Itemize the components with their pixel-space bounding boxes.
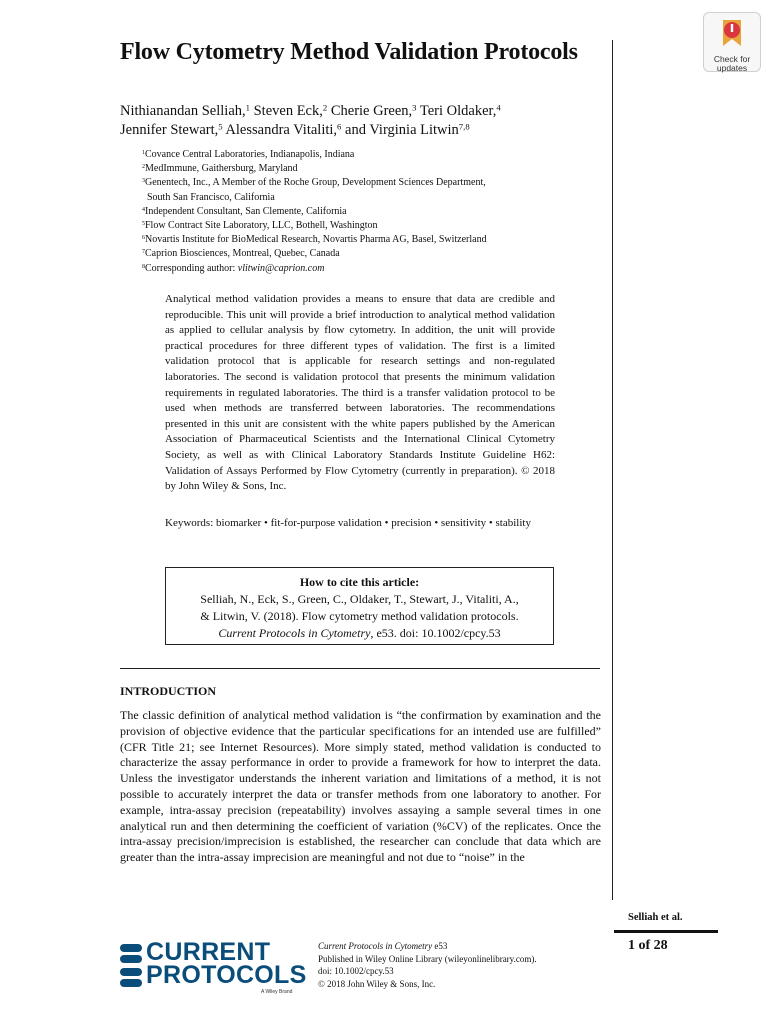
affiliation: $^6$Novartis Institute for BioMedical Research, Novartis Pharma AG, Basel, Switzerland	[142, 234, 487, 246]
journal-line: Current Protocols in Cytometry e53	[318, 941, 448, 951]
logo-line-2: PROTOCOLS	[146, 961, 307, 989]
author: Teri Oldaker,$^4$	[419, 102, 501, 119]
article-title: Flow Cytometry Method Validation Protocols	[120, 39, 578, 65]
running-head: Selliah et al.	[628, 912, 683, 923]
author: Nithianandan Selliah,$^1$	[120, 102, 250, 119]
abstract: Analytical method validation provides a means to ensure that data are credible and reproducible. This unit will provide a brief introduction to analytical method validation as applied to cellular analysis by flow cytometry. In addition, the unit will provide practical procedures for three different types of validation. The first is a limited validation protocol that is applicable for research settings and non-regulated laboratories. The second is validation protocol that presents the minimum validation requirements in regulated laboratories. The third is a transfer validation protocol to be used when methods are transferred between laboratories. The recommendations presented in this unit are consistent with the white papers published by the American Association of Pharmaceutical Scientists and the International Clinical Cytometry Society, as well as with Clinical Laboratory Standards Institute Guideline H62: Validation of Assays Performed by Flow Cytometry (currently in preparation). © 2018 by John Wiley & Sons, Inc.	[165, 293, 555, 493]
page-number: 1 of 28	[628, 938, 668, 953]
affiliations	[142, 148, 602, 276]
published-line: Published in Wiley Online Library (wileyonlinelibrary.com).	[318, 953, 537, 964]
affiliation: $^7$Caprion Biosciences, Montreal, Quebec, Canada	[142, 248, 340, 260]
affiliation: $^2$MedImmune, Gaithersburg, Maryland	[142, 163, 298, 175]
check-for-updates-badge[interactable]	[703, 12, 761, 72]
corresponding-author: $^8$Corresponding author: vlitwin@caprion.com	[142, 262, 325, 274]
citation-box	[165, 567, 554, 645]
badge-line-2: updates	[716, 63, 748, 73]
email-link[interactable]: vlitwin@caprion.com	[237, 262, 325, 274]
affiliation: $^1$Covance Central Laboratories, Indianapolis, Indiana	[142, 149, 355, 160]
publication-info	[318, 940, 537, 990]
affiliation: South San Francisco, California	[147, 191, 275, 203]
author: Jennifer Stewart,$^5$	[120, 121, 223, 138]
section-heading: INTRODUCTION	[120, 684, 217, 698]
author: Cherie Green,$^3$	[330, 102, 417, 119]
badge-line-1: Check for	[713, 54, 751, 64]
author-list	[120, 102, 600, 140]
logo-mark-icon	[120, 942, 144, 990]
author: Alessandra Vitaliti,$^6$	[225, 121, 342, 138]
keywords: Keywords: biomarker • fit-for-purpose validation • precision • sensitivity • stability	[165, 517, 531, 529]
keyword: fit-for-purpose validation	[270, 517, 382, 529]
citation-line: & Litwin, V. (2018). Flow cytometry method validation protocols.	[200, 609, 519, 623]
section-rule	[120, 668, 600, 669]
affiliation: $^5$Flow Contract Site Laboratory, LLC, Bothell, Washington	[142, 220, 378, 232]
keyword: sensitivity	[440, 517, 487, 529]
affiliation: $^3$Genentech, Inc., A Member of the Roche Group, Development Sciences Department,	[142, 177, 486, 189]
intro-paragraph: The classic definition of analytical method validation is “the confirmation by examination and the provision of objective evidence that the particular specifications for an intended use are fulfilled” (CFR Title 21; see Internet Resources). More simply stated, method validation is conducted to characterize the assay performance in order to provide a framework for how to interpret the data. Unless the investigator understands the inherent variation and limitations of a method, it is not possible to accurately interpret the data or transfer methods from one laboratory to another. For example, intra-assay precision (repeatability) involves assaying a sample several times in one analytical run and then determining the coefficient of variation (%CV) of the replicates. Once the intra-assay precision/imprecision is established, the researcher can conclude that data which are greater than the intra-assay imprecision are meaningful and not due to “noise” in the	[120, 708, 601, 865]
author: Steven Eck,$^2$	[253, 102, 328, 119]
keyword: biomarker	[216, 517, 262, 529]
affiliation: $^4$Independent Consultant, San Clemente, California	[142, 205, 347, 217]
page-bar	[614, 930, 718, 933]
bookmark-icon	[719, 18, 745, 48]
citation-line: Current Protocols in Cytometry, e53. doi: 10.1002/cpcy.53	[218, 626, 501, 640]
author: and Virginia Litwin$^{7,8}$	[345, 121, 470, 138]
keyword: precision	[391, 517, 432, 529]
citation-heading: How to cite this article:	[299, 575, 420, 589]
copyright-line: © 2018 John Wiley & Sons, Inc.	[318, 978, 436, 989]
keyword: stability	[495, 517, 531, 529]
keywords-label: Keywords:	[165, 517, 214, 529]
logo-brand: A Wiley Brand	[261, 989, 293, 995]
current-protocols-logo	[120, 938, 307, 1000]
logo-line-1: CURRENT	[146, 938, 271, 966]
citation-line: Selliah, N., Eck, S., Green, C., Oldaker, T., Stewart, J., Vitaliti, A.,	[200, 592, 519, 606]
doi-line[interactable]: doi: 10.1002/cpcy.53	[318, 966, 394, 977]
margin-rule	[612, 40, 613, 900]
